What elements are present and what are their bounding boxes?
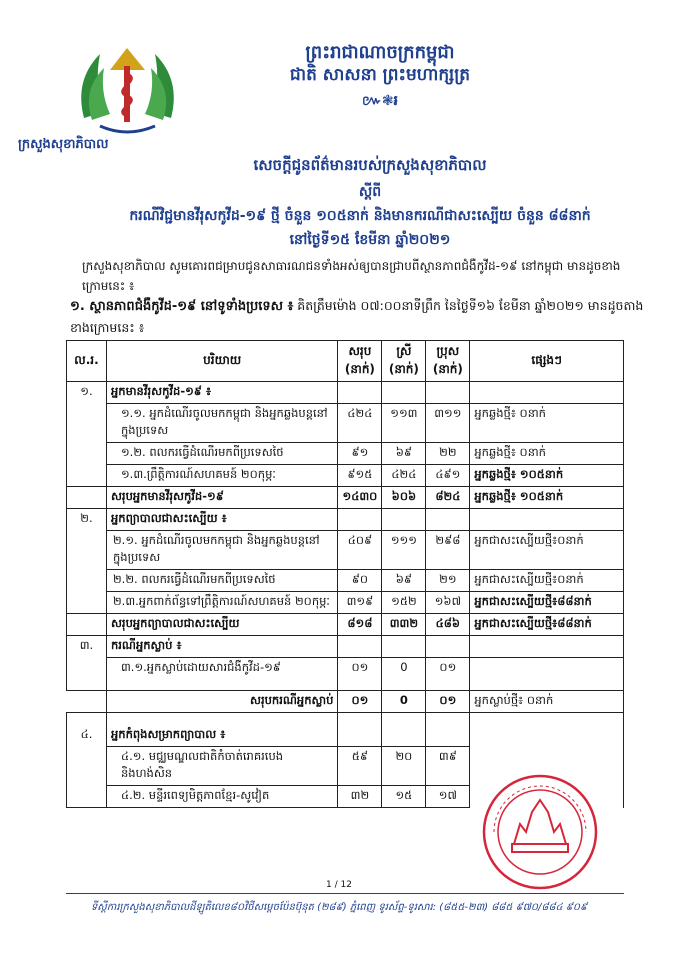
table-row <box>67 658 624 691</box>
section-1-text: គិតត្រឹមម៉ោង ០៧:០០នាទីព្រឹក នៃថ្ងៃទី១៦ ខែមីនា ឆ្នាំ២០២១ មានដូចតាងខាងក្រោមនេះ ៖ <box>70 298 644 335</box>
sum-note: អ្នកជាសះស្បើយថ្មី៖៨៨នាក់ <box>470 614 624 636</box>
row-female: ១១១ <box>382 531 426 570</box>
table-row-sum <box>67 487 624 509</box>
title-subject: ករណីវិជ្ជមានវីរុសកូវីដ-១៩ ថ្មី ចំនួន ១០៥នាក់ និងមានករណីជាសះស្បើយ ចំនួន ៨៨នាក់ <box>129 208 591 224</box>
row-total: ៥៩ <box>338 747 382 786</box>
row-note: អ្នកជាសះស្បើយថ្មី៖៨៨នាក់ <box>470 592 624 614</box>
sum-desc: សរុបអ្នកមានវីរុសកូវីដ-១៩ <box>106 487 337 509</box>
row-number: ៤. <box>67 713 107 808</box>
row-female: ១១៣ <box>382 404 426 443</box>
table-row-sum <box>67 691 624 713</box>
row-female: ២០ <box>382 747 426 786</box>
sum-note: អ្នកស្លាប់ថ្មី៖ ០នាក់ <box>470 691 624 713</box>
section-1 <box>70 295 650 338</box>
row-note: អ្នកជាសះស្បើយថ្មី៖០នាក់ <box>470 570 624 592</box>
table-row <box>67 382 624 404</box>
sum-total: ១៤៣០ <box>338 487 382 509</box>
sum-male: ៤៨៦ <box>426 614 470 636</box>
footer-divider <box>66 893 624 894</box>
row-total: ៤២៤ <box>338 404 382 443</box>
intro-paragraph: ក្រសួងសុខាភិបាល សូមគោរពជម្រាបជូនសាធារណជនទាំងអស់ឲ្យបានជ្រាបពីស្ថានភាពជំងឺកូវីដ-១៩ នៅកម្ពុជា មានដូចខាងក្រោមនេះ ៖ <box>82 259 621 293</box>
row-number: ១. <box>67 382 107 487</box>
row-desc: ២.៣.អ្នកពាក់ព័ន្ធទៅព្រឹត្តិការណ៍សហគមន៍ ២០កុម្ភៈ <box>106 592 337 614</box>
sum-male: ០១ <box>426 691 470 713</box>
official-stamp <box>480 772 600 892</box>
group-title: អ្នកកំពុងសម្រាកព្យាបាល ៖ <box>106 713 337 747</box>
table-row <box>67 465 624 487</box>
row-female: 0 <box>382 658 426 691</box>
kingdom-heading: ព្រះរាជាណាចក្រកម្ពុជា <box>305 42 455 63</box>
page-number: 1 / 12 <box>326 880 352 890</box>
row-desc: ២.១. អ្នកដំណើរចូលមកកម្ពុជា និងអ្នកឆ្លងបន្តនៅក្នុងប្រទេស <box>106 531 337 570</box>
title-subject-label: ស្តីពី <box>358 184 382 200</box>
table-row <box>67 592 624 614</box>
sum-female: ៦០៦ <box>382 487 426 509</box>
row-male: ២១ <box>426 570 470 592</box>
row-note: អ្នកឆ្លងថ្មី៖ ០នាក់ <box>470 404 624 443</box>
row-desc: ៤.១. មជ្ឈមណ្ឌលជាតិកំចាត់រោគរបេង និងហង់សិន <box>106 747 337 786</box>
sum-desc: សរុបករណីអ្នកស្លាប់ <box>106 691 337 713</box>
row-desc: ១.១. អ្នកដំណើរចូលមកកម្ពុជា និងអ្នកឆ្លងបន្តនៅក្នុងប្រទេស <box>106 404 337 443</box>
row-female: ៦៩ <box>382 570 426 592</box>
row-desc: ៤.២. មន្ទីរពេទ្យមិត្តភាពខ្មែរ-សូវៀត <box>106 786 337 808</box>
row-note <box>470 658 624 691</box>
group-title: អ្នកមានវីរុសកូវីដ-១៩ ៖ <box>106 382 337 404</box>
row-female: ៦៩ <box>382 443 426 465</box>
header-note: ផ្សេងៗ <box>470 341 624 382</box>
sum-female: 0 <box>382 691 426 713</box>
row-note: អ្នកឆ្លងថ្មី៖ ០នាក់ <box>470 443 624 465</box>
header-male: ប្រុស (នាក់) <box>426 341 470 382</box>
row-note: អ្នកជាសះស្បើយថ្មី៖០នាក់ <box>470 531 624 570</box>
row-male: ២២ <box>426 443 470 465</box>
row-male: ០១ <box>426 658 470 691</box>
table-row <box>67 404 624 443</box>
row-total: ០១ <box>338 658 382 691</box>
table-row <box>67 713 624 747</box>
sum-note: អ្នកឆ្លងថ្មី៖ ១០៥នាក់ <box>470 487 624 509</box>
header-no: ល.រ. <box>67 341 107 382</box>
row-male: ១៧ <box>426 786 470 808</box>
row-female: ១៥២ <box>382 592 426 614</box>
row-male: ១៦៧ <box>426 592 470 614</box>
row-desc: ១.២. ពលករធ្វើដំណើរមកពីប្រទេសថៃ <box>106 443 337 465</box>
sum-total: ០១ <box>338 691 382 713</box>
row-total: ៤០៩ <box>338 531 382 570</box>
row-desc: ៣.១.អ្នកស្លាប់ដោយសារជំងឺកូវីដ-១៩ <box>106 658 337 691</box>
row-desc: ១.៣.ព្រឹត្តិការណ៍សហគមន៍ ២០កុម្ភៈ <box>106 465 337 487</box>
row-total: ៩០ <box>338 570 382 592</box>
section-1-heading: ១. ស្ថានភាពជំងឺកូវីដ-១៩ នៅទូទាំងប្រទេស ៖ <box>70 299 294 314</box>
table-row <box>67 531 624 570</box>
group-title: អ្នកព្យាបាលជាសះស្បើយ ៖ <box>106 509 337 531</box>
row-number: ៣. <box>67 636 107 691</box>
row-desc: ២.២. ពលករធ្វើដំណើរមកពីប្រទេសថៃ <box>106 570 337 592</box>
row-male: ២៩៨ <box>426 531 470 570</box>
row-total: ៣២ <box>338 786 382 808</box>
table-header-row <box>67 341 624 382</box>
sum-female: ៣៣២ <box>382 614 426 636</box>
sum-total: ៨១៨ <box>338 614 382 636</box>
ministry-label: ក្រសួងសុខាភិបាល <box>18 137 109 152</box>
sum-male: ៨២៤ <box>426 487 470 509</box>
table-row-sum <box>67 614 624 636</box>
row-total: ៩១៥ <box>338 465 382 487</box>
document-title: សេចក្តីជូនព័ត៌មានរបស់ក្រសួងសុខាភិបាល <box>253 156 487 174</box>
row-total: ៩១ <box>338 443 382 465</box>
header-ornament: ៚❃៛ <box>362 93 398 109</box>
row-male: ៤៩១ <box>426 465 470 487</box>
header-total: សរុប (នាក់) <box>338 341 382 382</box>
row-female: ១៥ <box>382 786 426 808</box>
sum-desc: សរុបអ្នកព្យាបាលជាសះស្បើយ <box>106 614 337 636</box>
row-female: ៤២៤ <box>382 465 426 487</box>
title-date: នៅថ្ងៃទី១៥ ខែមីនា ឆ្នាំ២០២១ <box>289 232 451 248</box>
table-row <box>67 570 624 592</box>
national-motto: ជាតិ សាសនា ព្រះមហាក្សត្រ <box>289 65 471 85</box>
table-row <box>67 636 624 658</box>
table-row <box>67 443 624 465</box>
group-title: ករណីអ្នកស្លាប់ ៖ <box>106 636 337 658</box>
covid-status-table <box>66 340 624 808</box>
table-row <box>67 509 624 531</box>
row-total: ៣១៩ <box>338 592 382 614</box>
row-male: ៣១១ <box>426 404 470 443</box>
header-desc: បរិយាយ <box>106 341 337 382</box>
footer-address: ទីស្តីការក្រសួងសុខាភិបាលដីឡូតិលេខ៨០វិថីសម្តេចប៉ែនប៊ុនុត (២៨៩) ភ្នំពេញ ទូរស័ព្ទ-ទូរសារ: (៨៥៥-២៣) ៨៨៥ ៩៧០/៨៨៤ ៩០៩ <box>90 902 588 913</box>
row-note: អ្នកឆ្លងថ្មី៖ ១០៥នាក់ <box>470 465 624 487</box>
header-female: ស្រី (នាក់) <box>382 341 426 382</box>
row-male: ៣៩ <box>426 747 470 786</box>
row-number: ២. <box>67 509 107 614</box>
